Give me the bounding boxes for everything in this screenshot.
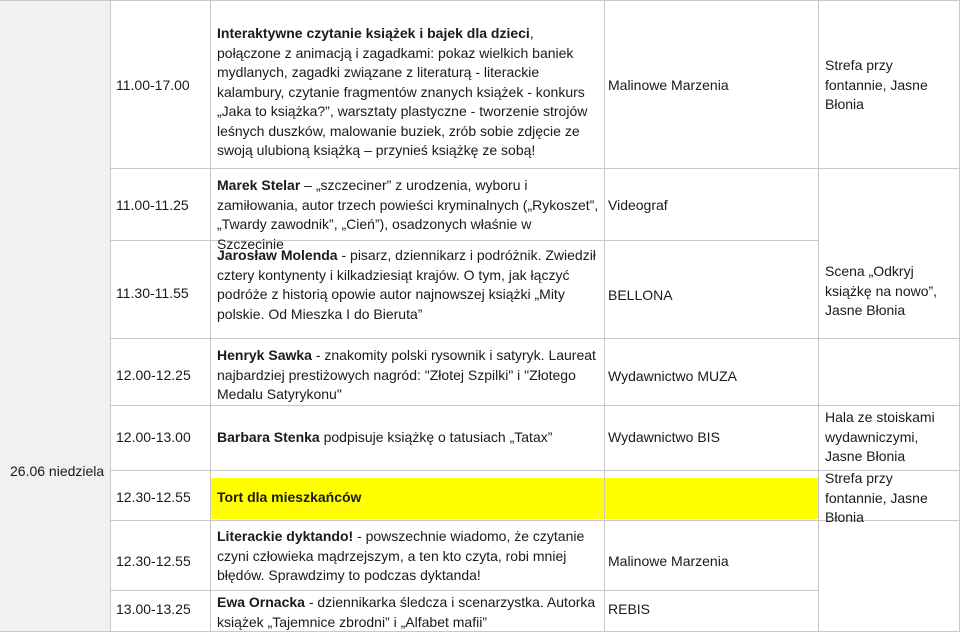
event-location: Strefa przy fontannie, Jasne Błonia	[825, 57, 928, 112]
event-time: 12.30-12.55	[116, 553, 191, 569]
table-border	[0, 0, 960, 1]
event-organizer: Malinowe Marzenia	[608, 553, 729, 569]
event-time: 11.30-11.55	[116, 285, 189, 301]
event-organizer: Videograf	[608, 197, 668, 213]
event-description: Ewa Ornacka - dziennikarka śledcza i scenarzystka. Autorka książek „Tajemnice zbrodni” i „Alfabet mafii”	[217, 594, 596, 630]
event-location: Scena „Odkryj książkę na nowo”, Jasne Błonia	[825, 263, 938, 318]
event-organizer: Wydawnictwo MUZA	[608, 368, 738, 384]
column-divider	[110, 0, 111, 632]
event-organizer: Malinowe Marzenia	[608, 77, 729, 93]
event-description	[217, 488, 601, 508]
event-organizer: BELLONA	[608, 287, 673, 303]
event-location: Hala ze stoiskami wydawniczymi, Jasne Błonia	[825, 409, 935, 464]
event-time: 11.00-17.00	[116, 77, 190, 93]
event-description: Jarosław Molenda - pisarz, dziennikarz i podróżnik. Zwiedził cztery kontynenty i kilkadziesiąt krajów. O tym, jak łączyć podróże z historią opowie autor najnowszej książki „Mity polskie. Od Mieszka I do Bieruta”	[217, 247, 596, 322]
event-time: 11.00-11.25	[116, 197, 189, 213]
event-description: Interaktywne czytanie książek i bajek dla dzieci, połączone z animacją i zagadkami: pokaz wielkich baniek mydlanych, zagadki związane z literaturą - literackie kalambury, czytanie fragmentów znanych książek - konkurs „Jaka to książka?”, warsztaty plastyczne - tworzenie strojów leśnych duszków, malowanie buziek, zrób sobie zdjęcie ze swoją ulubioną książką – przynieś książkę ze sobą!	[217, 25, 588, 158]
event-title: Interaktywne czytanie książek i bajek dla dzieci	[217, 25, 530, 41]
event-time: 12.30-12.55	[116, 489, 191, 505]
event-title: Barbara Stenka	[217, 429, 320, 445]
event-title: Henryk Sawka	[217, 347, 312, 363]
row-divider	[110, 405, 960, 406]
event-description: Marek Stelar – „szczeciner” z urodzenia, wyboru i zamiłowania, autor trzech powieści kryminalnych („Rykoszet”, „Twardy zawodnik”, „Cień”), osadzonych właśnie w Szczecinie	[217, 177, 599, 252]
event-description: Literackie dyktando! - powszechnie wiadomo, że czytanie czyni człowieka mądrzejszym, a ten kto czyta, robi mniej błędów. Sprawdzimy to podczas dyktanda!	[217, 528, 585, 583]
event-organizer: REBIS	[608, 601, 651, 617]
event-description: Barbara Stenka podpisuje książkę o tatusiach „Tatax”	[217, 429, 553, 445]
event-time: 13.00-13.25	[116, 601, 191, 617]
event-time: 12.00-13.00	[116, 429, 191, 445]
event-date: 26.06 niedziela	[10, 463, 105, 479]
event-title: Ewa Ornacka	[217, 594, 305, 610]
event-organizer: Wydawnictwo BIS	[608, 429, 720, 445]
event-title: Tort dla mieszkańców	[217, 489, 362, 505]
event-description: Henryk Sawka - znakomity polski rysownik i satyryk. Laureat najbardziej prestiżowych nagród: "Złotej Szpilki" i "Złotego Medalu Satyrykonu"	[217, 347, 596, 402]
event-title: Marek Stelar	[217, 177, 301, 193]
date-column-background	[0, 0, 110, 632]
column-divider	[604, 0, 605, 632]
column-divider	[210, 0, 211, 632]
event-title: Jarosław Molenda	[217, 247, 338, 263]
event-time: 12.00-12.25	[116, 367, 191, 383]
row-divider	[110, 338, 960, 339]
event-location: Strefa przy fontannie, Jasne Błonia	[825, 470, 928, 525]
event-title: Literackie dyktando!	[217, 528, 354, 544]
column-divider	[818, 0, 819, 632]
row-divider	[110, 168, 960, 169]
row-divider	[110, 590, 818, 591]
